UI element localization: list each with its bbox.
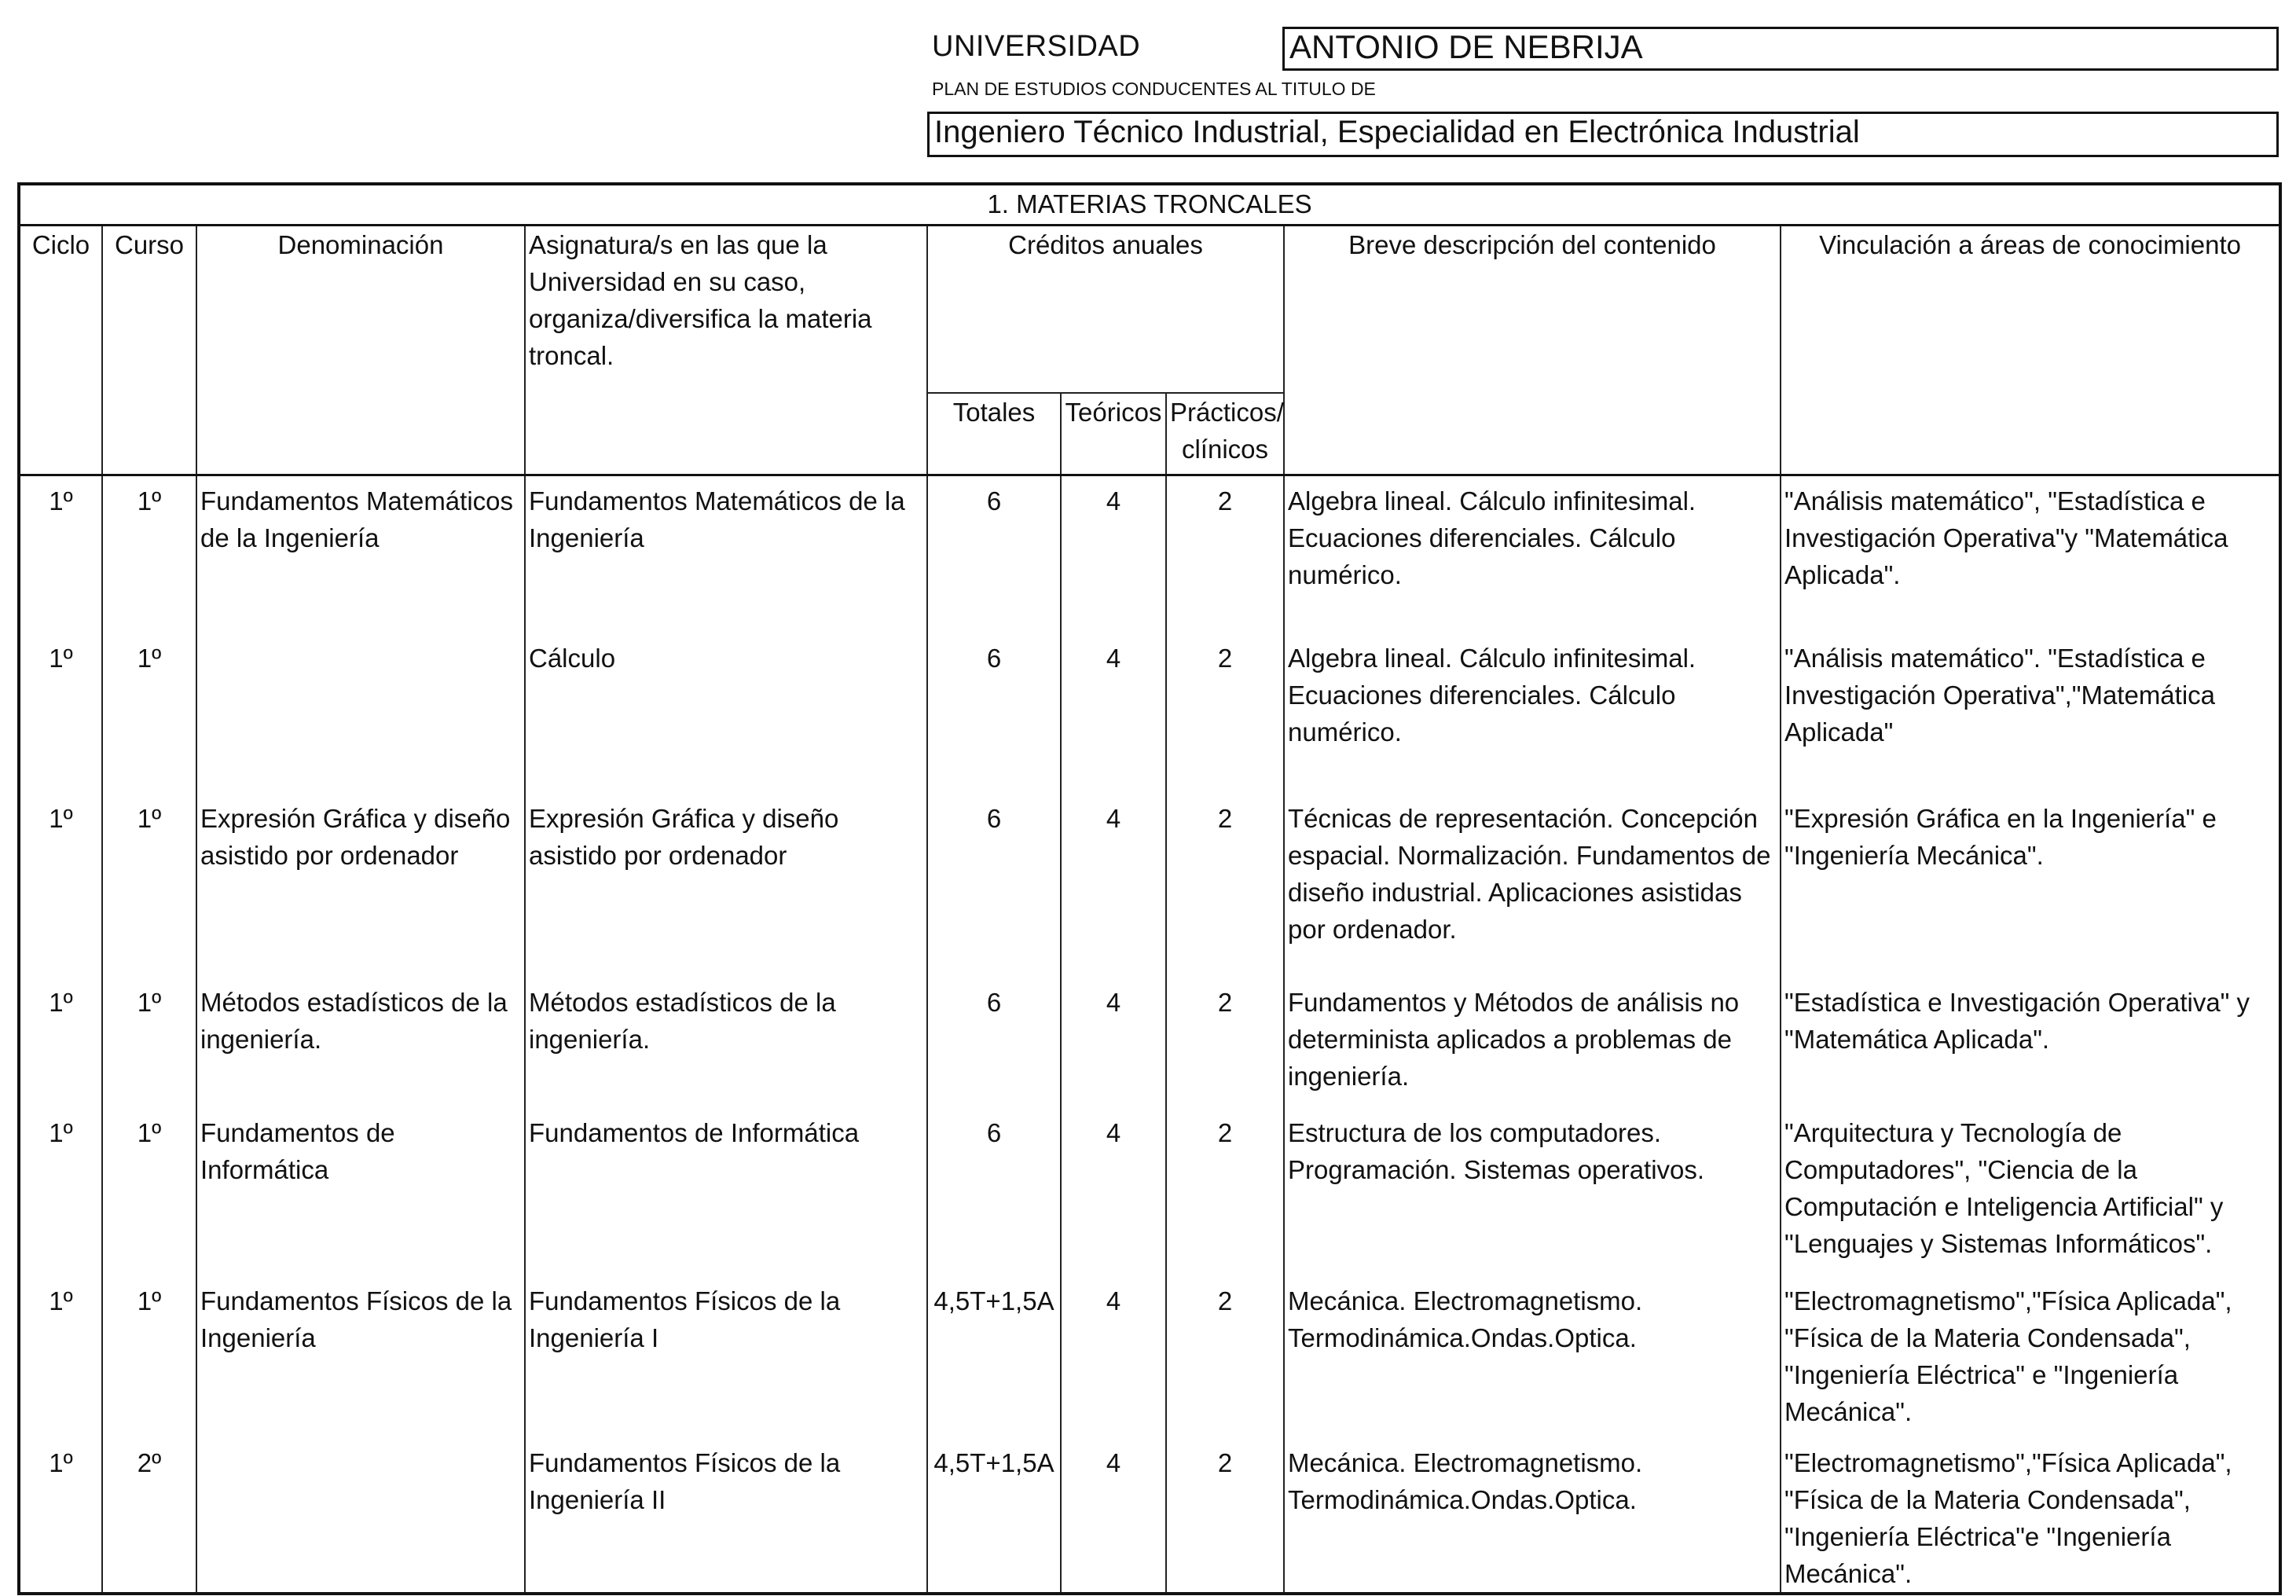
cell-descripcion: Técnicas de representación. Concepción espacial. Normalización. Fundamentos de diseño industrial. Aplicaciones asistidas por ordenador. — [1284, 794, 1781, 978]
table-row — [19, 1438, 2280, 1594]
cell-practicos: 2 — [1166, 475, 1284, 633]
cell-asignatura: Fundamentos Matemáticos de la Ingeniería — [525, 475, 927, 633]
cell-asignatura: Expresión Gráfica y diseño asistido por ordenador — [525, 794, 927, 978]
cell-teoricos: 4 — [1061, 1438, 1166, 1594]
table-row — [19, 633, 2280, 794]
cell-totales: 6 — [927, 978, 1061, 1108]
cell-vinculacion: "Electromagnetismo","Física Aplicada", "Física de la Materia Condensada", "Ingeniería Eléctrica" e "Ingeniería Mecánica". — [1781, 1276, 2280, 1438]
cell-curso: 1º — [102, 794, 196, 978]
cell-denominacion — [196, 1438, 525, 1594]
header-ciclo: Ciclo — [19, 225, 102, 475]
table-row — [19, 475, 2280, 633]
cell-denominacion — [196, 633, 525, 794]
cell-descripcion: Algebra lineal. Cálculo infinitesimal. Ecuaciones diferenciales. Cálculo numérico. — [1284, 475, 1781, 633]
table-row — [19, 1108, 2280, 1276]
cell-practicos: 2 — [1166, 633, 1284, 794]
cell-vinculacion: "Arquitectura y Tecnología de Computadores", "Ciencia de la Computación e Inteligencia Artificial" y "Lenguajes y Sistemas Informáticos". — [1781, 1108, 2280, 1276]
cell-curso: 2º — [102, 1438, 196, 1594]
header-descripcion: Breve descripción del contenido — [1284, 225, 1781, 475]
header-totales: Totales — [927, 393, 1061, 475]
cell-totales: 6 — [927, 633, 1061, 794]
table-row — [19, 1276, 2280, 1438]
cell-teoricos: 4 — [1061, 978, 1166, 1108]
cell-asignatura: Métodos estadísticos de la ingeniería. — [525, 978, 927, 1108]
cell-vinculacion: "Expresión Gráfica en la Ingeniería" e "Ingeniería Mecánica". — [1781, 794, 2280, 978]
header-teoricos: Teóricos — [1061, 393, 1166, 475]
cell-totales: 6 — [927, 794, 1061, 978]
cell-descripcion: Mecánica. Electromagnetismo. Termodinámica.Ondas.Optica. — [1284, 1276, 1781, 1438]
cell-teoricos: 4 — [1061, 1108, 1166, 1276]
cell-ciclo: 1º — [19, 633, 102, 794]
cell-totales: 6 — [927, 1108, 1061, 1276]
cell-vinculacion: "Análisis matemático", "Estadística e Investigación Operativa"y "Matemática Aplicada". — [1781, 475, 2280, 633]
cell-denominacion: Fundamentos Físicos de la Ingeniería — [196, 1276, 525, 1438]
cell-descripcion: Mecánica. Electromagnetismo. Termodinámica.Ondas.Optica. — [1284, 1438, 1781, 1594]
table-row — [19, 978, 2280, 1108]
cell-asignatura: Fundamentos Físicos de la Ingeniería I — [525, 1276, 927, 1438]
university-label: UNIVERSIDAD — [932, 30, 1141, 63]
cell-denominacion: Fundamentos de Informática — [196, 1108, 525, 1276]
header-vinculacion: Vinculación a áreas de conocimiento — [1781, 225, 2280, 475]
cell-asignatura: Fundamentos Físicos de la Ingeniería II — [525, 1438, 927, 1594]
cell-curso: 1º — [102, 1276, 196, 1438]
cell-ciclo: 1º — [19, 1276, 102, 1438]
cell-totales: 4,5T+1,5A — [927, 1438, 1061, 1594]
cell-vinculacion: "Análisis matemático". "Estadística e Investigación Operativa","Matemática Aplicada" — [1781, 633, 2280, 794]
cell-denominacion: Expresión Gráfica y diseño asistido por ordenador — [196, 794, 525, 978]
cell-practicos: 2 — [1166, 978, 1284, 1108]
cell-practicos: 2 — [1166, 1276, 1284, 1438]
cell-teoricos: 4 — [1061, 633, 1166, 794]
cell-totales: 4,5T+1,5A — [927, 1276, 1061, 1438]
materias-troncales-table — [17, 182, 2282, 1595]
cell-teoricos: 4 — [1061, 794, 1166, 978]
degree-title-box: Ingeniero Técnico Industrial, Especialidad en Electrónica Industrial — [927, 112, 2279, 157]
cell-curso: 1º — [102, 475, 196, 633]
cell-curso: 1º — [102, 978, 196, 1108]
header-curso: Curso — [102, 225, 196, 475]
cell-ciclo: 1º — [19, 475, 102, 633]
cell-practicos: 2 — [1166, 1438, 1284, 1594]
cell-denominacion: Fundamentos Matemáticos de la Ingeniería — [196, 475, 525, 633]
cell-ciclo: 1º — [19, 1438, 102, 1594]
header-practicos: Prácticos/ clínicos — [1166, 393, 1284, 475]
cell-denominacion: Métodos estadísticos de la ingeniería. — [196, 978, 525, 1108]
plan-label: PLAN DE ESTUDIOS CONDUCENTES AL TITULO DE — [932, 79, 1376, 99]
cell-practicos: 2 — [1166, 1108, 1284, 1276]
cell-ciclo: 1º — [19, 978, 102, 1108]
cell-totales: 6 — [927, 475, 1061, 633]
cell-vinculacion: "Estadística e Investigación Operativa" y "Matemática Aplicada". — [1781, 978, 2280, 1108]
cell-teoricos: 4 — [1061, 1276, 1166, 1438]
table-row — [19, 794, 2280, 978]
header-denominacion: Denominación — [196, 225, 525, 475]
cell-asignatura: Cálculo — [525, 633, 927, 794]
cell-ciclo: 1º — [19, 1108, 102, 1276]
cell-teoricos: 4 — [1061, 475, 1166, 633]
university-name-box: ANTONIO DE NEBRIJA — [1282, 27, 2279, 71]
header-creditos: Créditos anuales — [927, 225, 1284, 393]
cell-descripcion: Estructura de los computadores. Programación. Sistemas operativos. — [1284, 1108, 1781, 1276]
header-asignaturas: Asignatura/s en las que la Universidad en su caso, organiza/diversifica la materia troncal. — [525, 225, 927, 475]
cell-asignatura: Fundamentos de Informática — [525, 1108, 927, 1276]
cell-practicos: 2 — [1166, 794, 1284, 978]
cell-descripcion: Algebra lineal. Cálculo infinitesimal. Ecuaciones diferenciales. Cálculo numérico. — [1284, 633, 1781, 794]
cell-curso: 1º — [102, 1108, 196, 1276]
section-title: 1. MATERIAS TRONCALES — [19, 184, 2280, 225]
cell-vinculacion: "Electromagnetismo","Física Aplicada", "Física de la Materia Condensada", "Ingeniería Eléctrica"e "Ingeniería Mecánica". — [1781, 1438, 2280, 1594]
cell-ciclo: 1º — [19, 794, 102, 978]
cell-descripcion: Fundamentos y Métodos de análisis no determinista aplicados a problemas de ingeniería. — [1284, 978, 1781, 1108]
cell-curso: 1º — [102, 633, 196, 794]
